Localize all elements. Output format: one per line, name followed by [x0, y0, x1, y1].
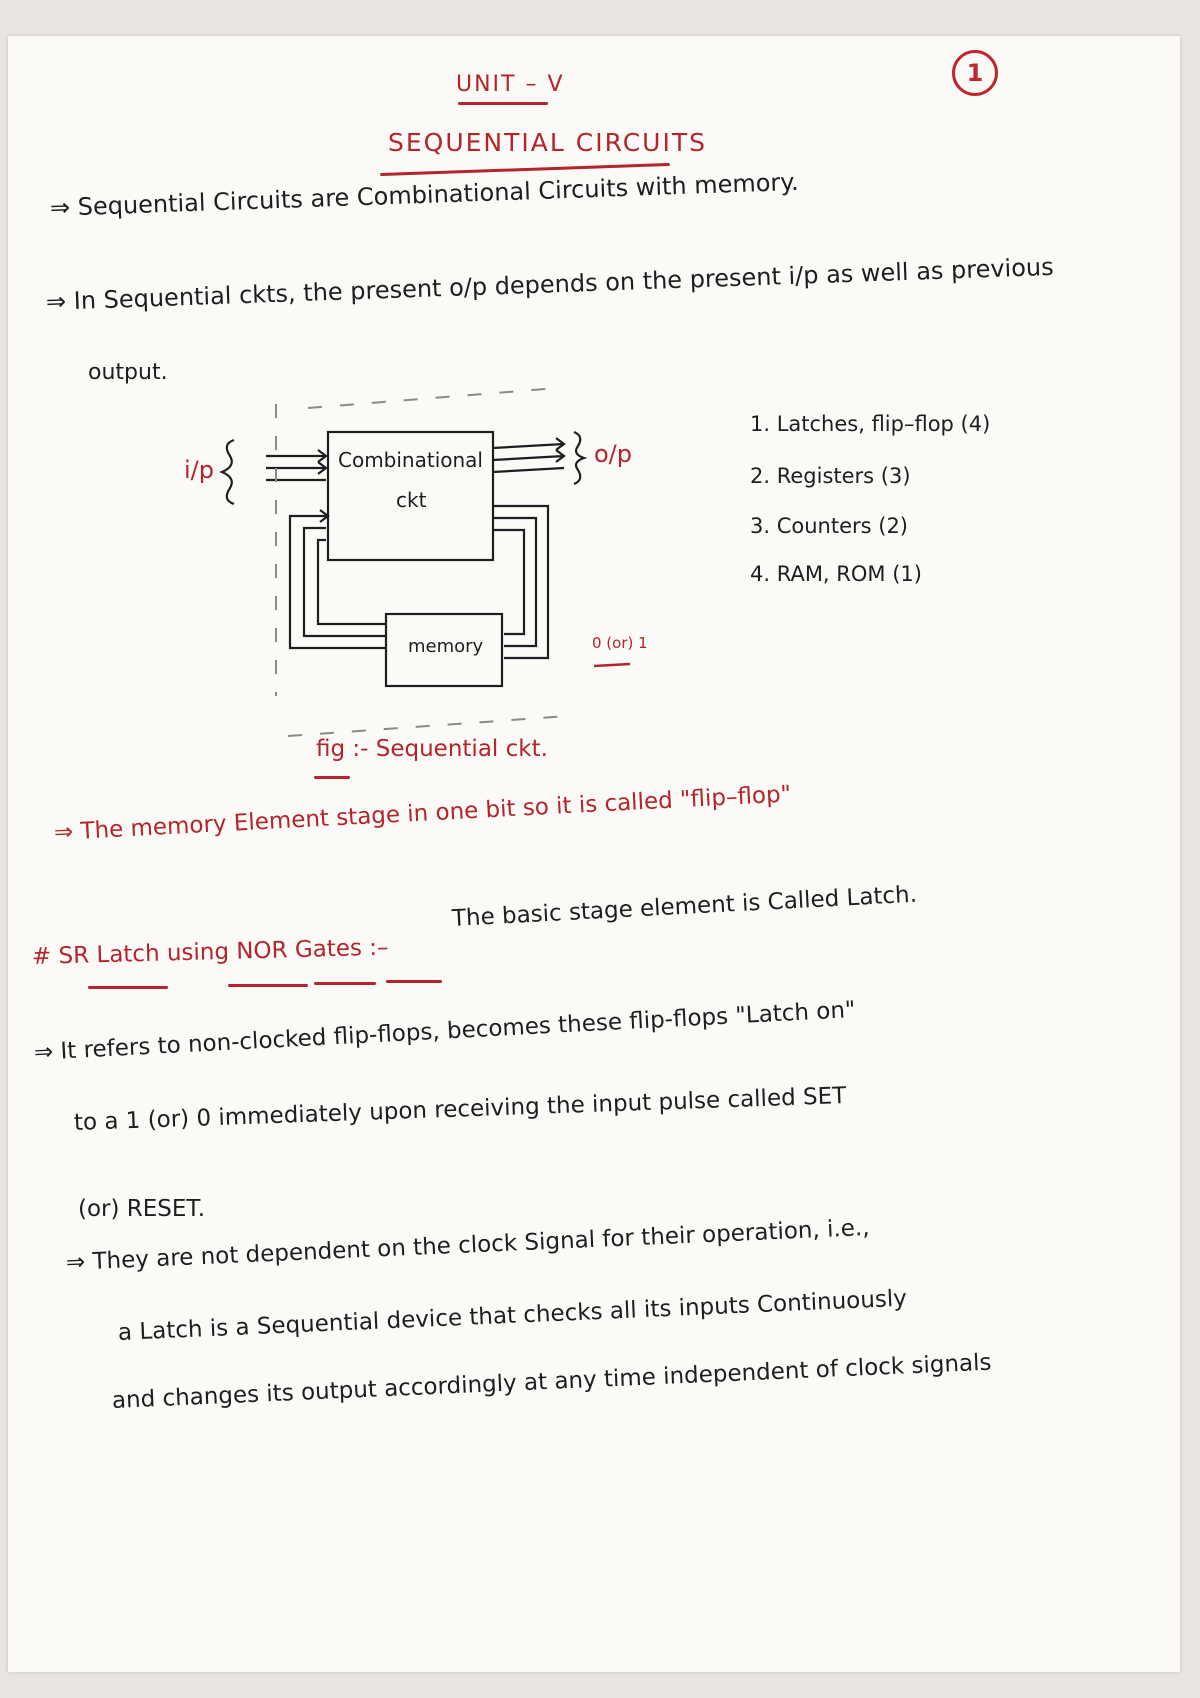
section-underline-1	[88, 986, 168, 989]
figure-caption: fig :- Sequential ckt.	[316, 736, 548, 762]
combinational-block-line1: Combinational	[338, 448, 483, 472]
boundary-bottom	[288, 716, 568, 736]
section-underline-4	[386, 980, 442, 983]
section-heading: # SR Latch using NOR Gates :–	[31, 934, 389, 970]
body-line-4: ⇒ They are not dependent on the clock Signal for their operation, i.e.,	[65, 1214, 871, 1276]
input-label: i/p	[184, 456, 214, 484]
output-arrows	[493, 438, 564, 472]
page-title: SEQUENTIAL CIRCUITS	[388, 128, 707, 157]
body-line-3: (or) RESET.	[78, 1196, 206, 1222]
list-item-1: 1. Latches, flip–flop (4)	[750, 412, 991, 436]
combinational-block-line2: ckt	[396, 488, 427, 512]
side-note: 0 (or) 1	[592, 634, 648, 652]
memory-element-line: ⇒ The memory Element stage in one bit so it is called "flip–flop"	[53, 781, 792, 846]
memory-block-label: memory	[408, 636, 484, 657]
body-line-6: and changes its output accordingly at any time independent of clock signals	[111, 1349, 992, 1414]
body-line-5: a Latch is a Sequential device that checks all its inputs Continuously	[117, 1285, 908, 1346]
list-item-3: 3. Counters (2)	[750, 514, 908, 538]
unit-heading: UNIT – V	[456, 72, 565, 97]
boundary-top	[308, 388, 558, 408]
notebook-page	[8, 36, 1180, 1672]
sequential-circuit-diagram	[8, 36, 1180, 1672]
section-underline-2	[228, 984, 308, 987]
caption-underline	[314, 776, 350, 779]
feedback-inner	[290, 510, 386, 648]
body-line-1: ⇒ It refers to non-clocked flip-flops, becomes these flip-flops "Latch on"	[33, 996, 857, 1066]
output-label: o/p	[594, 440, 633, 468]
input-brace	[222, 440, 234, 504]
page-number-badge: 1	[952, 50, 998, 96]
list-item-4: 4. RAM, ROM (1)	[750, 562, 922, 586]
intro-line-1: ⇒ Sequential Circuits are Combinational Circuits with memory.	[49, 167, 800, 222]
intro-line-3: output.	[88, 360, 168, 385]
output-brace	[574, 432, 584, 484]
list-item-2: 2. Registers (3)	[750, 464, 911, 488]
body-line-2: to a 1 (or) 0 immediately upon receiving the input pulse called SET	[73, 1083, 847, 1136]
intro-line-2: ⇒ In Sequential ckts, the present o/p depends on the present i/p as well as previous	[45, 252, 1055, 316]
side-note-underline	[594, 664, 630, 666]
section-heading-rest: The basic stage element is Called Latch.	[451, 881, 918, 932]
section-underline-3	[314, 982, 376, 985]
